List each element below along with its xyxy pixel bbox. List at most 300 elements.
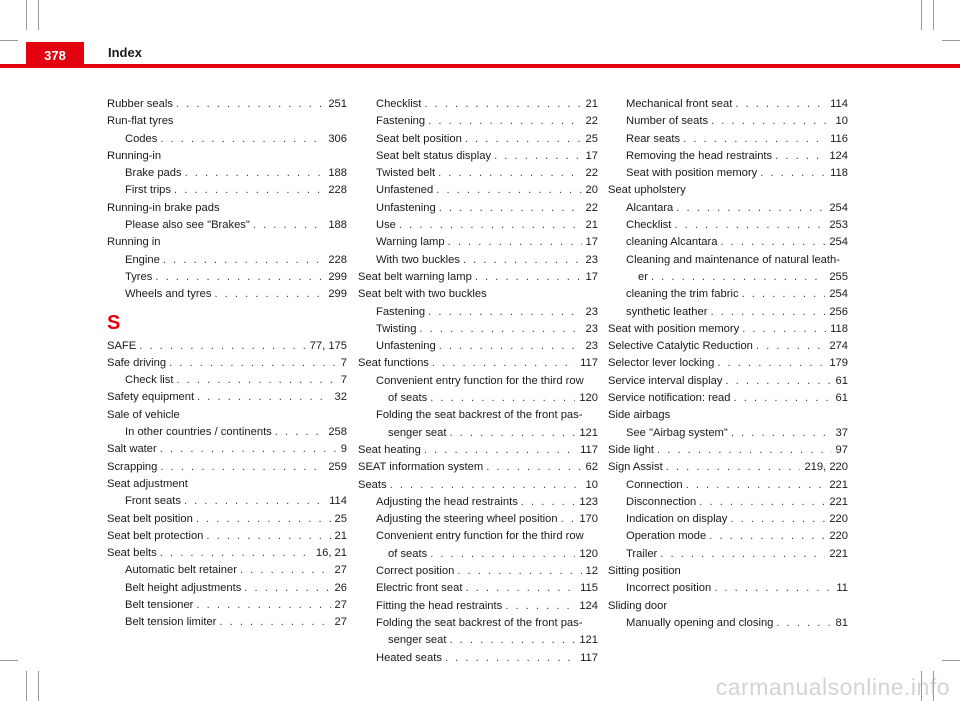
index-entry bbox=[107, 338, 347, 355]
dot-leader bbox=[240, 562, 331, 579]
index-entry bbox=[358, 148, 598, 165]
crop-mark bbox=[38, 671, 39, 701]
index-entry bbox=[608, 477, 848, 494]
entry-page-ref[interactable]: 221 bbox=[829, 495, 848, 508]
entry-page-ref[interactable]: 81 bbox=[835, 616, 848, 629]
entry-page-ref[interactable]: 21 bbox=[585, 98, 598, 110]
dot-leader bbox=[399, 217, 582, 234]
entry-page-ref[interactable]: 22 bbox=[585, 201, 598, 214]
index-entry bbox=[608, 269, 848, 286]
crop-mark bbox=[26, 0, 27, 30]
entry-term: cleaning the trim fabric bbox=[626, 286, 742, 303]
index-entry bbox=[358, 650, 598, 667]
index-entry bbox=[358, 96, 598, 113]
index-entry bbox=[358, 546, 598, 563]
entry-term: Seat belt status display bbox=[376, 148, 494, 165]
index-entry bbox=[358, 442, 598, 459]
entry-page-ref[interactable]: 22 bbox=[585, 167, 598, 180]
entry-term: Rubber seals bbox=[107, 96, 176, 113]
entry-page-ref[interactable]: 97 bbox=[835, 443, 848, 456]
dot-leader bbox=[197, 389, 330, 406]
entry-page-ref[interactable]: 61 bbox=[835, 374, 848, 387]
entry-page-ref[interactable]: 114 bbox=[329, 495, 347, 508]
entry-page-ref[interactable]: 254 bbox=[829, 236, 848, 249]
entry-page-ref[interactable]: 118 bbox=[830, 322, 848, 335]
dot-leader bbox=[711, 113, 831, 130]
entry-term: Twisting bbox=[376, 321, 419, 338]
index-entry bbox=[107, 493, 347, 510]
entry-page-ref[interactable]: 220 bbox=[829, 513, 848, 526]
entry-page-ref[interactable]: 25 bbox=[334, 512, 347, 525]
entry-term: Scrapping bbox=[107, 459, 160, 476]
index-entry bbox=[358, 494, 598, 511]
dot-leader bbox=[699, 494, 825, 511]
dot-leader bbox=[206, 528, 330, 545]
entry-page-ref[interactable]: 117 bbox=[580, 443, 598, 456]
entry-page-ref[interactable]: 16, 21 bbox=[315, 547, 347, 560]
dot-leader bbox=[731, 425, 832, 442]
entry-term: Convenient entry function for the third row bbox=[376, 530, 584, 543]
entry-page-ref[interactable]: 25 bbox=[585, 132, 598, 145]
dot-leader bbox=[449, 425, 575, 442]
dot-leader bbox=[177, 372, 337, 389]
entry-term: Belt tensioner bbox=[125, 597, 196, 614]
entry-page-ref[interactable]: 20 bbox=[585, 184, 598, 197]
entry-page-ref[interactable]: 299 bbox=[328, 270, 347, 283]
index-entry bbox=[358, 321, 598, 338]
entry-term: Unfastened bbox=[376, 182, 436, 199]
index-heading bbox=[358, 373, 598, 390]
entry-page-ref[interactable]: 121 bbox=[579, 634, 598, 647]
entry-term: Seat belt with two buckles bbox=[358, 288, 487, 301]
index-entry bbox=[608, 459, 848, 476]
entry-page-ref[interactable]: 27 bbox=[334, 564, 347, 577]
entry-term: synthetic leather bbox=[626, 304, 710, 321]
dot-leader bbox=[475, 269, 582, 286]
entry-page-ref[interactable]: 220 bbox=[829, 530, 848, 543]
entry-page-ref[interactable]: 62 bbox=[585, 461, 598, 474]
entry-term: Check list bbox=[125, 372, 177, 389]
entry-term: Safe driving bbox=[107, 355, 169, 372]
entry-page-ref[interactable]: 10 bbox=[835, 115, 848, 128]
index-entry bbox=[358, 304, 598, 321]
entry-page-ref[interactable]: 251 bbox=[328, 98, 347, 110]
index-entry bbox=[358, 131, 598, 148]
entry-page-ref[interactable]: 10 bbox=[585, 478, 598, 491]
entry-term: Removing the head restraints bbox=[626, 148, 775, 165]
crop-mark bbox=[26, 671, 27, 701]
entry-page-ref[interactable]: 17 bbox=[585, 149, 598, 162]
index-entry bbox=[358, 598, 598, 615]
index-entry bbox=[358, 477, 598, 494]
dot-leader bbox=[176, 96, 324, 113]
crop-mark bbox=[38, 0, 39, 30]
entry-page-ref[interactable]: 221 bbox=[829, 547, 848, 560]
entry-page-ref[interactable]: 188 bbox=[328, 167, 347, 180]
index-entry bbox=[358, 200, 598, 217]
entry-term: Checklist bbox=[626, 217, 674, 234]
dot-leader bbox=[651, 269, 825, 286]
index-entry bbox=[608, 373, 848, 390]
entry-term: Side light bbox=[608, 442, 657, 459]
dot-leader bbox=[439, 338, 582, 355]
entry-term: Electric front seat bbox=[376, 580, 465, 597]
dot-leader bbox=[561, 511, 576, 528]
entry-term: Number of seats bbox=[626, 113, 711, 130]
index-heading bbox=[107, 234, 347, 251]
entry-term: Running in bbox=[107, 236, 161, 249]
entry-term: Unfastening bbox=[376, 338, 439, 355]
entry-page-ref[interactable]: 253 bbox=[829, 219, 848, 232]
index-heading bbox=[107, 113, 347, 130]
entry-page-ref[interactable]: 254 bbox=[829, 201, 848, 214]
index-entry bbox=[358, 563, 598, 580]
dot-leader bbox=[160, 459, 324, 476]
dot-leader bbox=[275, 424, 325, 441]
index-heading bbox=[608, 563, 848, 580]
dot-leader bbox=[163, 252, 324, 269]
entry-term: Incorrect position bbox=[626, 580, 714, 597]
index-entry bbox=[358, 113, 598, 130]
entry-page-ref[interactable]: 306 bbox=[328, 132, 347, 145]
dot-leader bbox=[674, 217, 825, 234]
index-entry bbox=[107, 614, 347, 631]
entry-term: Unfastening bbox=[376, 200, 439, 217]
dot-leader bbox=[486, 459, 581, 476]
entry-page-ref[interactable]: 114 bbox=[830, 98, 848, 110]
entry-page-ref[interactable]: 274 bbox=[829, 340, 848, 353]
index-entry bbox=[107, 252, 347, 269]
dot-leader bbox=[390, 477, 582, 494]
dot-leader bbox=[463, 252, 582, 269]
index-entry bbox=[608, 200, 848, 217]
entry-page-ref[interactable]: 21 bbox=[585, 219, 598, 232]
entry-term: Salt water bbox=[107, 441, 160, 458]
entry-term: Sliding door bbox=[608, 599, 668, 612]
entry-page-ref[interactable]: 23 bbox=[585, 305, 598, 318]
index-column-2 bbox=[358, 96, 598, 667]
index-heading bbox=[608, 182, 848, 199]
entry-term: Belt height adjustments bbox=[125, 580, 244, 597]
crop-mark bbox=[933, 0, 934, 30]
dot-leader bbox=[196, 597, 330, 614]
entry-page-ref[interactable]: 27 bbox=[334, 599, 347, 612]
crop-mark bbox=[942, 40, 960, 41]
dot-leader bbox=[196, 511, 331, 528]
entry-term: Fastening bbox=[376, 113, 428, 130]
entry-term: Fastening bbox=[376, 304, 428, 321]
entry-term: Manually opening and closing bbox=[626, 615, 776, 632]
entry-page-ref[interactable]: 120 bbox=[579, 392, 598, 405]
entry-term: senger seat bbox=[388, 425, 449, 442]
dot-leader bbox=[710, 304, 825, 321]
dot-leader bbox=[432, 355, 576, 372]
entry-page-ref[interactable]: 17 bbox=[585, 270, 598, 283]
dot-leader bbox=[449, 632, 575, 649]
entry-page-ref[interactable]: 254 bbox=[829, 288, 848, 301]
entry-page-ref[interactable]: 117 bbox=[580, 357, 598, 370]
entry-term: Tyres bbox=[125, 269, 155, 286]
index-heading bbox=[608, 598, 848, 615]
dot-leader bbox=[666, 459, 801, 476]
index-entry bbox=[107, 459, 347, 476]
dot-leader bbox=[160, 131, 324, 148]
index-heading bbox=[608, 407, 848, 424]
index-entry bbox=[358, 355, 598, 372]
entry-term: Service interval display bbox=[608, 373, 725, 390]
index-entry bbox=[107, 389, 347, 406]
entry-term: Seat belt position bbox=[107, 511, 196, 528]
dot-leader bbox=[139, 338, 305, 355]
dot-leader bbox=[730, 511, 825, 528]
index-entry bbox=[608, 165, 848, 182]
dot-leader bbox=[756, 338, 825, 355]
index-column-3 bbox=[608, 96, 848, 632]
crop-mark bbox=[921, 0, 922, 30]
index-entry bbox=[608, 615, 848, 632]
entry-page-ref[interactable]: 21 bbox=[334, 529, 347, 542]
index-entry bbox=[358, 165, 598, 182]
entry-term: Seat belts bbox=[107, 545, 160, 562]
index-heading bbox=[107, 407, 347, 424]
entry-term: Warning lamp bbox=[376, 234, 448, 251]
dot-leader bbox=[720, 234, 825, 251]
entry-page-ref[interactable]: 121 bbox=[579, 426, 598, 439]
index-entry bbox=[358, 338, 598, 355]
dot-leader bbox=[676, 200, 825, 217]
crop-mark bbox=[0, 660, 18, 661]
dot-leader bbox=[683, 131, 826, 148]
entry-term: Running-in bbox=[107, 149, 162, 162]
entry-page-ref[interactable]: 23 bbox=[585, 340, 598, 353]
entry-page-ref[interactable]: 37 bbox=[835, 426, 848, 439]
entry-term: Selective Catalytic Reduction bbox=[608, 338, 756, 355]
index-entry bbox=[107, 562, 347, 579]
index-entry bbox=[608, 234, 848, 251]
entry-page-ref[interactable]: 116 bbox=[830, 132, 848, 145]
dot-leader bbox=[742, 321, 826, 338]
dot-leader bbox=[494, 148, 581, 165]
crop-mark bbox=[942, 660, 960, 661]
dot-leader bbox=[253, 217, 324, 234]
dot-leader bbox=[438, 165, 581, 182]
entry-term: er bbox=[638, 269, 651, 286]
entry-page-ref[interactable]: 12 bbox=[585, 565, 598, 578]
entry-term: Seat heating bbox=[358, 442, 424, 459]
index-entry bbox=[107, 528, 347, 545]
dot-leader bbox=[717, 355, 825, 372]
entry-page-ref[interactable]: 256 bbox=[829, 305, 848, 318]
entry-term: See "Airbag system" bbox=[626, 425, 731, 442]
index-heading bbox=[358, 528, 598, 545]
index-entry bbox=[358, 390, 598, 407]
entry-page-ref[interactable]: 170 bbox=[579, 513, 598, 526]
index-entry bbox=[608, 217, 848, 234]
entry-page-ref[interactable]: 7 bbox=[340, 374, 347, 387]
dot-leader bbox=[430, 390, 575, 407]
index-entry bbox=[608, 321, 848, 338]
index-entry bbox=[107, 597, 347, 614]
index-entry bbox=[107, 165, 347, 182]
index-entry bbox=[107, 441, 347, 458]
index-heading bbox=[358, 615, 598, 632]
entry-page-ref[interactable]: 219, 220 bbox=[804, 461, 848, 474]
entry-term: Codes bbox=[125, 131, 160, 148]
index-heading bbox=[358, 286, 598, 303]
entry-term: of seats bbox=[388, 390, 430, 407]
index-entry bbox=[107, 96, 347, 113]
entry-page-ref[interactable]: 120 bbox=[579, 547, 598, 560]
entry-term: Front seats bbox=[125, 493, 184, 510]
entry-page-ref[interactable]: 221 bbox=[829, 478, 848, 491]
entry-page-ref[interactable]: 77, 175 bbox=[309, 339, 347, 352]
watermark: carmanualsonline.info bbox=[715, 674, 950, 700]
entry-term: Engine bbox=[125, 252, 163, 269]
dot-leader bbox=[457, 563, 581, 580]
entry-page-ref[interactable]: 23 bbox=[585, 253, 598, 266]
entry-page-ref[interactable]: 299 bbox=[328, 288, 347, 301]
dot-leader bbox=[735, 96, 826, 113]
entry-page-ref[interactable]: 118 bbox=[830, 167, 848, 180]
dot-leader bbox=[657, 442, 832, 459]
dot-leader bbox=[445, 650, 576, 667]
entry-page-ref[interactable]: 228 bbox=[328, 253, 347, 266]
entry-term: Seat functions bbox=[358, 355, 432, 372]
index-entry bbox=[107, 269, 347, 286]
entry-term: Selector lever locking bbox=[608, 355, 717, 372]
entry-page-ref[interactable]: 26 bbox=[334, 581, 347, 594]
entry-term: Trailer bbox=[626, 546, 660, 563]
dot-leader bbox=[424, 96, 581, 113]
dot-leader bbox=[430, 546, 575, 563]
index-entry bbox=[358, 234, 598, 251]
entry-term: Seat belt protection bbox=[107, 528, 206, 545]
entry-term: Twisted belt bbox=[376, 165, 438, 182]
index-entry bbox=[608, 338, 848, 355]
index-entry bbox=[107, 286, 347, 303]
entry-page-ref[interactable]: 32 bbox=[334, 391, 347, 404]
entry-term: Side airbags bbox=[608, 409, 671, 422]
dot-leader bbox=[184, 493, 325, 510]
entry-page-ref[interactable]: 255 bbox=[829, 270, 848, 283]
entry-term: Disconnection bbox=[626, 494, 699, 511]
index-entry bbox=[107, 372, 347, 389]
index-entry bbox=[107, 580, 347, 597]
entry-term: Seat belt position bbox=[376, 131, 465, 148]
entry-term: Sign Assist bbox=[608, 459, 666, 476]
section-letter: S bbox=[107, 311, 121, 334]
entry-page-ref[interactable]: 27 bbox=[334, 616, 347, 629]
index-entry bbox=[358, 217, 598, 234]
entry-term: With two buckles bbox=[376, 252, 463, 269]
index-entry bbox=[358, 580, 598, 597]
entry-page-ref[interactable]: 259 bbox=[328, 460, 347, 473]
entry-term: Correct position bbox=[376, 563, 457, 580]
index-entry bbox=[608, 425, 848, 442]
entry-page-ref[interactable]: 17 bbox=[585, 236, 598, 249]
page-number-badge bbox=[26, 42, 84, 68]
entry-page-ref[interactable]: 123 bbox=[579, 495, 598, 508]
index-entry bbox=[608, 528, 848, 545]
index-entry bbox=[107, 424, 347, 441]
entry-term: cleaning Alcantara bbox=[626, 234, 720, 251]
entry-term: Mechanical front seat bbox=[626, 96, 735, 113]
entry-term: SEAT information system bbox=[358, 459, 486, 476]
entry-term: In other countries / continents bbox=[125, 424, 275, 441]
entry-term: Sale of vehicle bbox=[107, 408, 180, 421]
entry-page-ref[interactable]: 124 bbox=[829, 149, 848, 162]
entry-term: Alcantara bbox=[626, 200, 676, 217]
entry-term: Checklist bbox=[376, 96, 424, 113]
entry-term: Operation mode bbox=[626, 528, 709, 545]
index-entry bbox=[358, 269, 598, 286]
dot-leader bbox=[436, 182, 581, 199]
index-entry bbox=[358, 425, 598, 442]
index-entry bbox=[107, 545, 347, 562]
entry-term: Belt tension limiter bbox=[125, 614, 219, 631]
entry-term: Service notification: read bbox=[608, 390, 734, 407]
index-entry bbox=[608, 286, 848, 303]
index-entry bbox=[358, 459, 598, 476]
dot-leader bbox=[521, 494, 576, 511]
entry-term: Folding the seat backrest of the front pas- bbox=[376, 409, 583, 422]
dot-leader bbox=[419, 321, 581, 338]
dot-leader bbox=[725, 373, 831, 390]
entry-page-ref[interactable]: 179 bbox=[829, 357, 848, 370]
entry-page-ref[interactable]: 228 bbox=[328, 184, 347, 197]
entry-term: Run-flat tyres bbox=[107, 115, 174, 128]
index-entry bbox=[358, 182, 598, 199]
entry-page-ref[interactable]: 117 bbox=[580, 651, 598, 664]
entry-term: Automatic belt retainer bbox=[125, 562, 240, 579]
entry-page-ref[interactable]: 23 bbox=[585, 322, 598, 335]
dot-leader bbox=[169, 355, 337, 372]
entry-page-ref[interactable]: 11 bbox=[836, 582, 848, 595]
crop-mark bbox=[0, 40, 18, 41]
dot-leader bbox=[505, 598, 575, 615]
entry-term: Heated seats bbox=[376, 650, 445, 667]
entry-term: of seats bbox=[388, 546, 430, 563]
entry-term: Seat adjustment bbox=[107, 477, 188, 490]
dot-leader bbox=[760, 165, 826, 182]
index-entry bbox=[608, 355, 848, 372]
entry-page-ref[interactable]: 9 bbox=[340, 443, 347, 456]
entry-term: Folding the seat backrest of the front pas- bbox=[376, 616, 583, 629]
entry-page-ref[interactable]: 258 bbox=[328, 426, 347, 439]
entry-term: Seat upholstery bbox=[608, 184, 686, 197]
index-entry bbox=[608, 304, 848, 321]
entry-page-ref[interactable]: 61 bbox=[835, 392, 848, 405]
index-heading bbox=[358, 407, 598, 424]
entry-page-ref[interactable]: 188 bbox=[328, 219, 347, 232]
entry-page-ref[interactable]: 7 bbox=[340, 356, 347, 369]
dot-leader bbox=[465, 131, 582, 148]
entry-term: Convenient entry function for the third row bbox=[376, 374, 584, 387]
header-rule bbox=[0, 64, 960, 68]
dot-leader bbox=[428, 304, 581, 321]
entry-term: Cleaning and maintenance of natural leath- bbox=[626, 253, 840, 266]
entry-page-ref[interactable]: 124 bbox=[579, 599, 598, 612]
entry-page-ref[interactable]: 22 bbox=[585, 115, 598, 128]
entry-term: First trips bbox=[125, 182, 174, 199]
dot-leader bbox=[742, 286, 826, 303]
dot-leader bbox=[160, 441, 337, 458]
entry-page-ref[interactable]: 115 bbox=[580, 582, 598, 595]
index-entry bbox=[107, 182, 347, 199]
dot-leader bbox=[448, 234, 582, 251]
entry-term: Seat belt warning lamp bbox=[358, 269, 475, 286]
dot-leader bbox=[155, 269, 324, 286]
